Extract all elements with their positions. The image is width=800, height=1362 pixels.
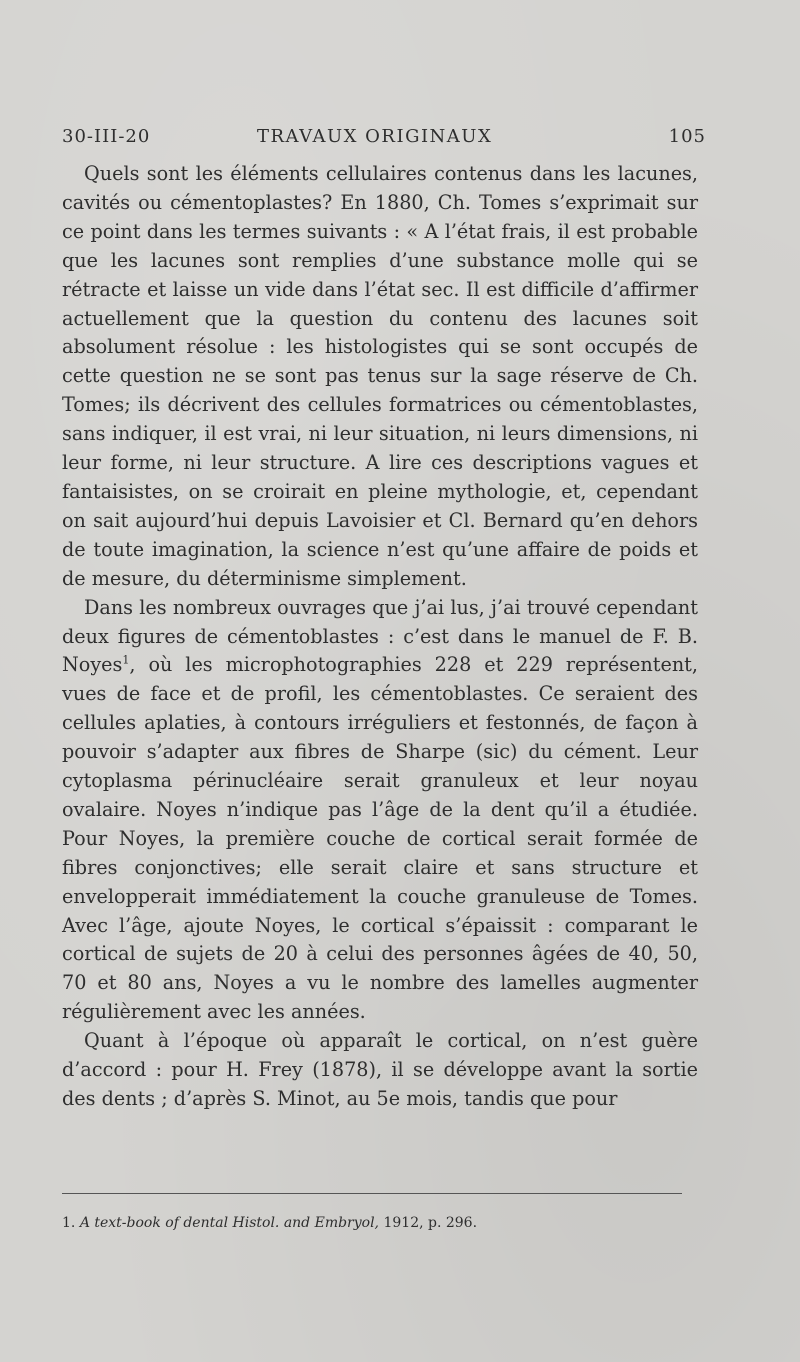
- paragraph-2-end: , où les microphotographies 228 et 229 représentent, vues de face et de profil, les cémentoblastes. Ce seraient des cellules aplaties, à contours irréguliers et festonnés, de façon à pouvoir s’adapter aux fibres de Sharpe (sic) du cément. Leur cytoplasma périnucléaire serait granuleux et leur noyau ovalaire. Noyes n’indique pas l’âge de la dent qu’il a étudiée. Pour Noyes, la première couche de cortical serait formée de fibres conjonctives; elle serait claire et sans structure et envelopperait immédiatement la couche granuleuse de Tomes. Avec l’âge, ajoute Noyes, le cortical s’épaissit : comparant le cortical de sujets de 20 à celui des personnes âgées de 40, 50, 70 et 80 ans, Noyes a vu le nombre des lamelles augmenter régulièrement avec les années.: [62, 653, 698, 1024]
- paragraph-2-start: Dans les nombreux ouvrages que j’ai lus, j’ai trouvé cependant deux figures de cémentoblastes : c’est dans le manuel de F. B. Noyes: [62, 595, 698, 677]
- paragraph-3: Quant à l’époque où apparaît le cortical, on n’est guère d’accord : pour H. Frey (1878), il se développe avant la sortie des dents ; d’après S. Minot, au 5e mois, tandis que pour: [62, 1029, 698, 1110]
- header-title: TRAVAUX ORIGINAUX: [257, 126, 493, 147]
- header-date: 30-III-20: [62, 126, 151, 147]
- footnote-rule: [62, 1193, 682, 1194]
- paragraph-2: [62, 594, 698, 1028]
- footnote-title: A text-book of dental Histol. and Embryol,: [79, 1215, 380, 1231]
- footnote-number: 1.: [62, 1215, 76, 1231]
- page-number: 105: [668, 126, 706, 147]
- footnote-ref: 1: [122, 654, 130, 668]
- footnote: [62, 1214, 702, 1232]
- running-header: [62, 126, 706, 152]
- paragraph-1: Quels sont les éléments cellulaires contenus dans les lacunes, cavités ou cémentoplastes? En 1880, Ch. Tomes s’exprimait sur ce point dans les termes suivants : « A l’état frais, il est probable que les lacunes sont remplies d’une substance molle qui se rétracte et laisse un vide dans l’état sec. Il est difficile d’affirmer actuellement que la question du contenu des lacunes soit absolument résolue : les histologistes qui se sont occupés de cette question ne se sont pas tenus sur la sage réserve de Ch. Tomes; ils décrivent des cellules formatrices ou cémentoblastes, sans indiquer, il est vrai, ni leur situation, ni leurs dimensions, ni leur forme, ni leur structure. A lire ces descriptions vagues et fantaisistes, on se croirait en pleine mythologie, et, cependant on sait aujourd’hui depuis Lavoisier et Cl. Bernard qu’en dehors de toute imagination, la science n’est qu’une affaire de poids et de mesure, du déterminisme simplement.: [62, 162, 698, 590]
- main-text: [62, 160, 698, 1114]
- footnote-details: 1912, p. 296.: [383, 1215, 478, 1231]
